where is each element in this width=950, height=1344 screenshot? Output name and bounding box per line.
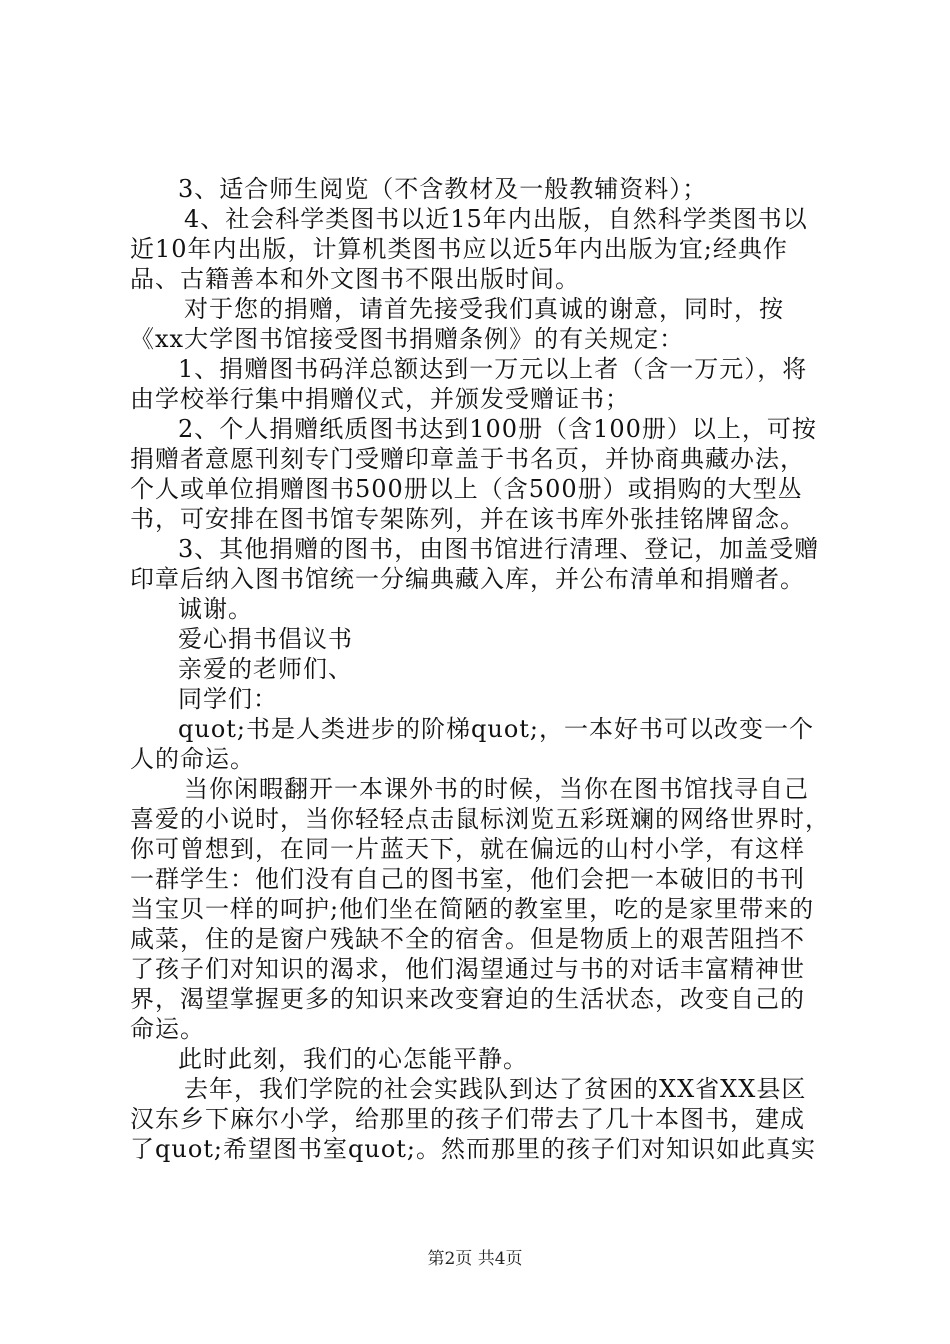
text-line: 亲爱的老师们、 [178, 655, 353, 683]
text-line: 由学校举行集中捐赠仪式，并颁发受赠证书； [130, 385, 630, 413]
text-line: 品、古籍善本和外文图书不限出版时间。 [130, 265, 580, 293]
text-line: 捐赠者意愿刊刻专门受赠印章盖于书名页，并协商典藏办法， [130, 445, 805, 473]
text-line: 去年，我们学院的社会实践队到达了贫困的XX省XX县区 [184, 1075, 807, 1103]
text-line: 诚谢。 [178, 595, 253, 623]
text-line: 了孩子们对知识的渴求，他们渴望通过与书的对话丰富精神世 [130, 955, 805, 983]
text-line: 3、适合师生阅览（不含教材及一般教辅资料）； [178, 175, 708, 203]
page-number-footer: 第2页 共4页 [427, 1249, 523, 1269]
text-line: 近10年内出版，计算机类图书应以近5年内出版为宜;经典作 [130, 235, 788, 263]
text-line: 个人或单位捐赠图书500册以上（含500册）或捐购的大型丛 [130, 475, 803, 503]
text-line: 书，可安排在图书馆专架陈列，并在该书库外张挂铭牌留念。 [130, 505, 805, 533]
text-line: 命运。 [130, 1015, 205, 1043]
text-line: 1、捐赠图书码洋总额达到一万元以上者（含一万元），将 [178, 355, 808, 383]
text-line: 了quot;希望图书室quot;。然而那里的孩子们对知识如此真实 [130, 1135, 816, 1163]
text-line: 喜爱的小说时，当你轻轻点击鼠标浏览五彩斑斓的网络世界时， [130, 805, 830, 833]
text-line: 爱心捐书倡议书 [178, 625, 353, 653]
text-line: 对于您的捐赠，请首先接受我们真诚的谢意，同时，按 [184, 295, 784, 323]
text-line: 咸菜，住的是窗户残缺不全的宿舍。但是物质上的艰苦阻挡不 [130, 925, 805, 953]
text-line: 汉东乡下麻尔小学，给那里的孩子们带去了几十本图书，建成 [130, 1105, 805, 1133]
text-line: 当宝贝一样的呵护;他们坐在简陋的教室里，吃的是家里带来的 [130, 895, 815, 923]
text-line: 同学们： [178, 685, 278, 713]
text-line: 《xx大学图书馆接受图书捐赠条例》的有关规定： [130, 325, 685, 353]
text-line: quot;书是人类进步的阶梯quot;，一本好书可以改变一个 [178, 715, 814, 743]
text-line: 人的命运。 [130, 745, 255, 773]
text-line: 2、个人捐赠纸质图书达到100册（含100册）以上，可按 [178, 415, 817, 443]
text-line: 你可曾想到，在同一片蓝天下，就在偏远的山村小学，有这样 [130, 835, 805, 863]
text-line: 3、其他捐赠的图书，由图书馆进行清理、登记，加盖受赠 [178, 535, 820, 563]
text-line: 一群学生：他们没有自己的图书室，他们会把一本破旧的书刊 [130, 865, 805, 893]
text-line: 4、社会科学类图书以近15年内出版，自然科学类图书以 [184, 205, 808, 233]
text-line: 当你闲暇翻开一本课外书的时候，当你在图书馆找寻自己 [184, 775, 809, 803]
document-body [130, 174, 835, 1164]
text-line: 此时此刻，我们的心怎能平静。 [178, 1045, 528, 1073]
text-line: 印章后纳入图书馆统一分编典藏入库，并公布清单和捐赠者。 [130, 565, 805, 593]
text-line: 界，渴望掌握更多的知识来改变窘迫的生活状态，改变自己的 [130, 985, 805, 1013]
